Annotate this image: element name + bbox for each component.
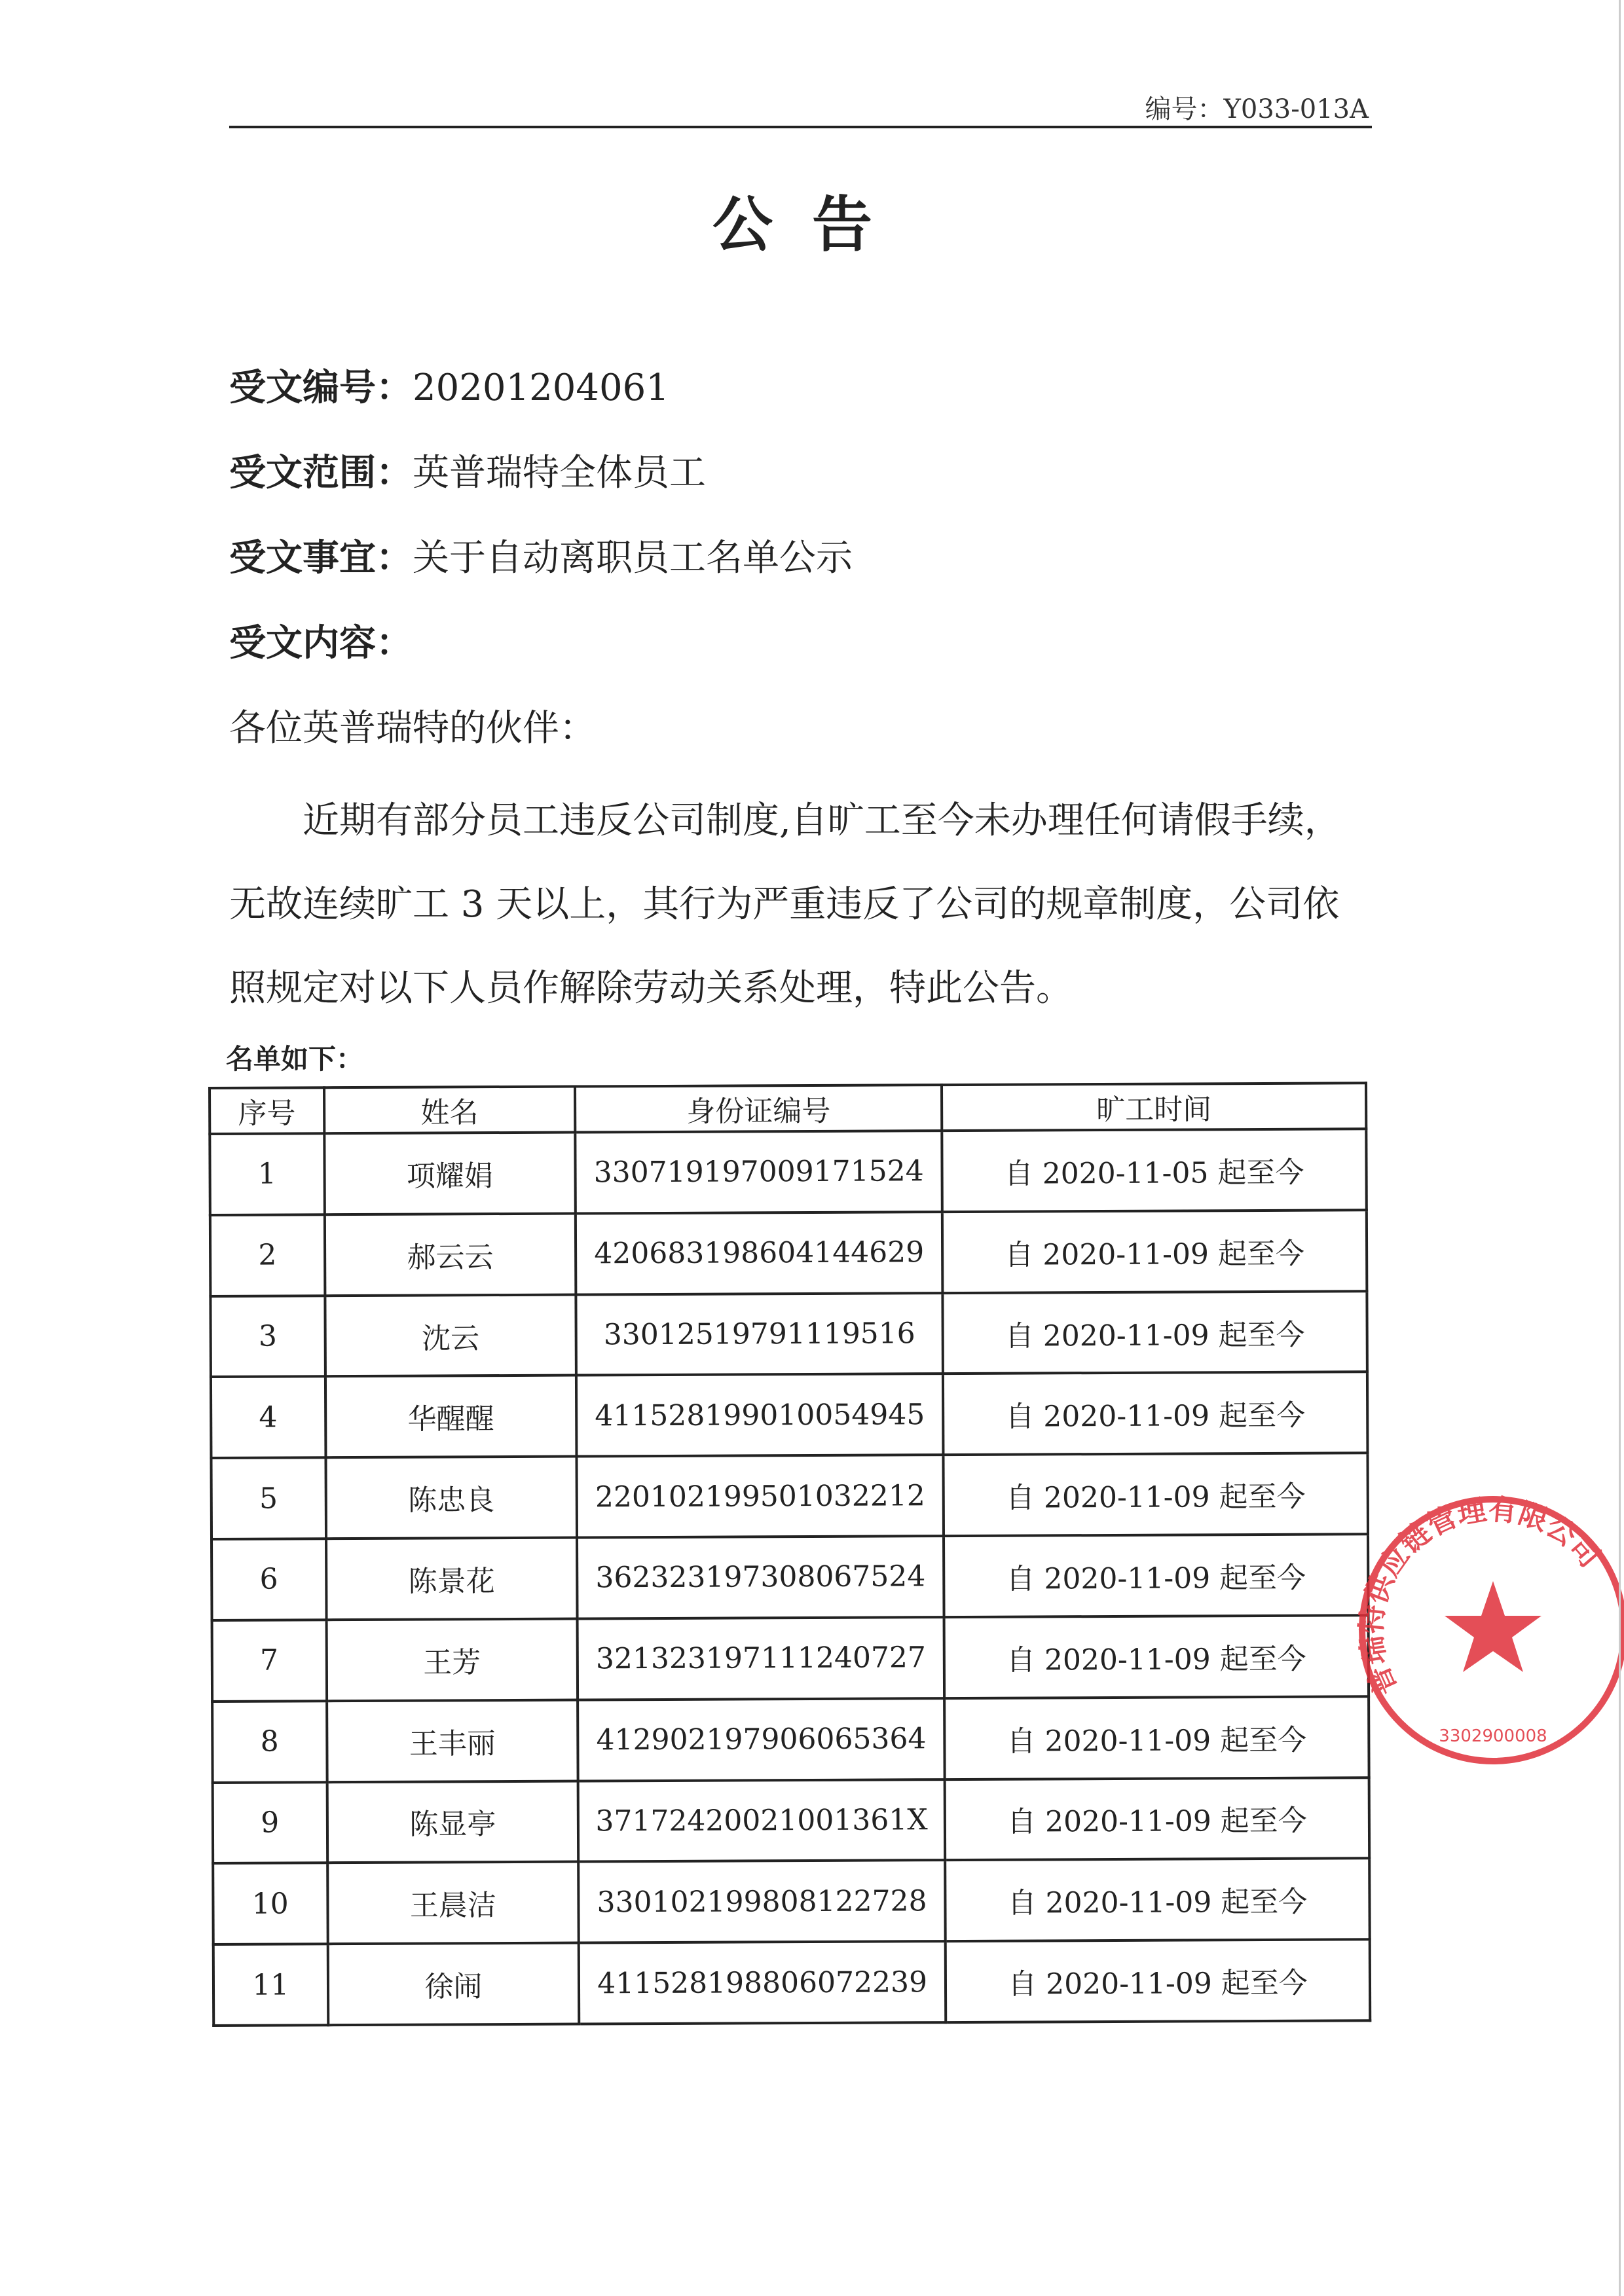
row-index: 8 <box>212 1701 327 1783</box>
row-index: 5 <box>211 1457 325 1539</box>
table-row <box>210 1210 1367 1296</box>
table-row <box>212 1534 1369 1620</box>
absence-period: 自 2020-11-09 起至今 <box>945 1859 1370 1942</box>
employee-name: 华醒醒 <box>325 1376 576 1457</box>
page-title: 公告 <box>712 190 912 260</box>
employee-name: 王丰丽 <box>327 1700 578 1781</box>
field-label: 受文内容： <box>229 622 413 665</box>
absence-period: 自 2020-11-09 起至今 <box>944 1534 1369 1617</box>
field-value: 关于自动离职员工名单公示 <box>413 537 853 579</box>
field-receipt-no <box>229 359 669 411</box>
row-index: 1 <box>210 1133 324 1215</box>
table-row <box>210 1291 1367 1377</box>
id-number: 321323197111240727 <box>578 1617 944 1700</box>
table-row <box>210 1129 1367 1215</box>
id-number: 330719197009171524 <box>576 1131 942 1213</box>
id-number: 420683198604144629 <box>576 1212 942 1294</box>
row-index: 6 <box>212 1539 326 1620</box>
dismissal-table <box>208 1082 1371 2027</box>
id-number: 220102199501032212 <box>577 1455 944 1537</box>
employee-name: 项耀娟 <box>324 1133 576 1214</box>
seal-text <box>1355 1493 1606 1700</box>
header-index: 序号 <box>210 1087 324 1134</box>
absence-period: 自 2020-11-09 起至今 <box>942 1210 1367 1293</box>
document-code: 编号：Y033-013A <box>1145 94 1369 124</box>
id-number: 411528198806072239 <box>579 1941 946 2024</box>
absence-period: 自 2020-11-09 起至今 <box>946 1939 1371 2022</box>
employee-name: 郝云云 <box>324 1213 576 1295</box>
absence-period: 自 2020-11-05 起至今 <box>942 1129 1367 1212</box>
table-row <box>212 1696 1369 1783</box>
seal-number: 3302900008 <box>1439 1726 1547 1746</box>
table-row <box>211 1372 1368 1459</box>
header-name: 姓名 <box>324 1087 576 1134</box>
employee-name: 沈云 <box>325 1294 576 1376</box>
table-row <box>213 1939 1371 2026</box>
field-matter <box>229 529 853 581</box>
absence-period: 自 2020-11-09 起至今 <box>943 1453 1368 1537</box>
employee-name: 陈忠良 <box>325 1457 577 1539</box>
id-number: 33012519791119516 <box>576 1293 943 1376</box>
id-number: 330102199808122728 <box>578 1860 945 1942</box>
company-seal <box>1336 1467 1624 1807</box>
employee-name: 王芳 <box>326 1618 578 1700</box>
header-divider <box>229 126 1372 128</box>
row-index: 9 <box>213 1782 327 1864</box>
field-label: 受文范围： <box>229 452 413 494</box>
field-label: 受文事宜： <box>229 537 413 579</box>
seal-text-path: 普瑞特供应链管理有限公司 <box>1354 1493 1607 1701</box>
id-number: 412902197906065364 <box>578 1698 944 1781</box>
id-number: 37172420021001361X <box>578 1779 945 1862</box>
row-index: 2 <box>210 1214 325 1296</box>
list-title: 名单如下： <box>226 1043 364 1075</box>
employee-name: 陈景花 <box>326 1538 578 1620</box>
table-row <box>212 1615 1369 1702</box>
notice-body: 近期有部分员工违反公司制度,自旷工至今未办理任何请假手续，无故连续旷工 3 天以上，其行为严重违反了公司的规章制度，公司依照规定对以下人员作解除劳动关系处理，特此公告。 <box>229 799 1341 1010</box>
seal-star-icon <box>1445 1581 1541 1672</box>
employee-name: 王晨洁 <box>327 1862 579 1944</box>
row-index: 3 <box>210 1296 325 1377</box>
employee-name: 陈显亭 <box>327 1781 578 1863</box>
row-index: 11 <box>213 1944 328 2026</box>
id-number: 362323197308067524 <box>577 1536 944 1618</box>
field-label: 受文编号： <box>229 367 413 409</box>
absence-period: 自 2020-11-09 起至今 <box>944 1696 1369 1779</box>
table-row <box>213 1777 1370 1864</box>
row-index: 10 <box>213 1863 327 1945</box>
employee-name: 徐闹 <box>327 1943 579 2026</box>
field-value: 20201204061 <box>413 367 669 409</box>
header-absence-period: 旷工时间 <box>942 1083 1366 1131</box>
table-row <box>211 1453 1368 1540</box>
table-body <box>210 1129 1370 2026</box>
field-value: 英普瑞特全体员工 <box>413 452 706 494</box>
id-number: 411528199010054945 <box>576 1374 943 1457</box>
row-index: 4 <box>211 1377 325 1459</box>
field-scope <box>229 444 706 496</box>
absence-period: 自 2020-11-09 起至今 <box>942 1291 1367 1374</box>
scan-edge <box>1619 0 1621 2296</box>
table-header-row <box>210 1083 1366 1134</box>
greeting: 各位英普瑞特的伙伴： <box>229 707 596 750</box>
header-id-number: 身份证编号 <box>575 1085 942 1132</box>
absence-period: 自 2020-11-09 起至今 <box>945 1777 1370 1861</box>
row-index: 7 <box>212 1620 327 1702</box>
table-row <box>213 1859 1370 1945</box>
field-content <box>229 614 413 666</box>
absence-period: 自 2020-11-09 起至今 <box>944 1615 1369 1698</box>
absence-period: 自 2020-11-09 起至今 <box>943 1372 1368 1455</box>
